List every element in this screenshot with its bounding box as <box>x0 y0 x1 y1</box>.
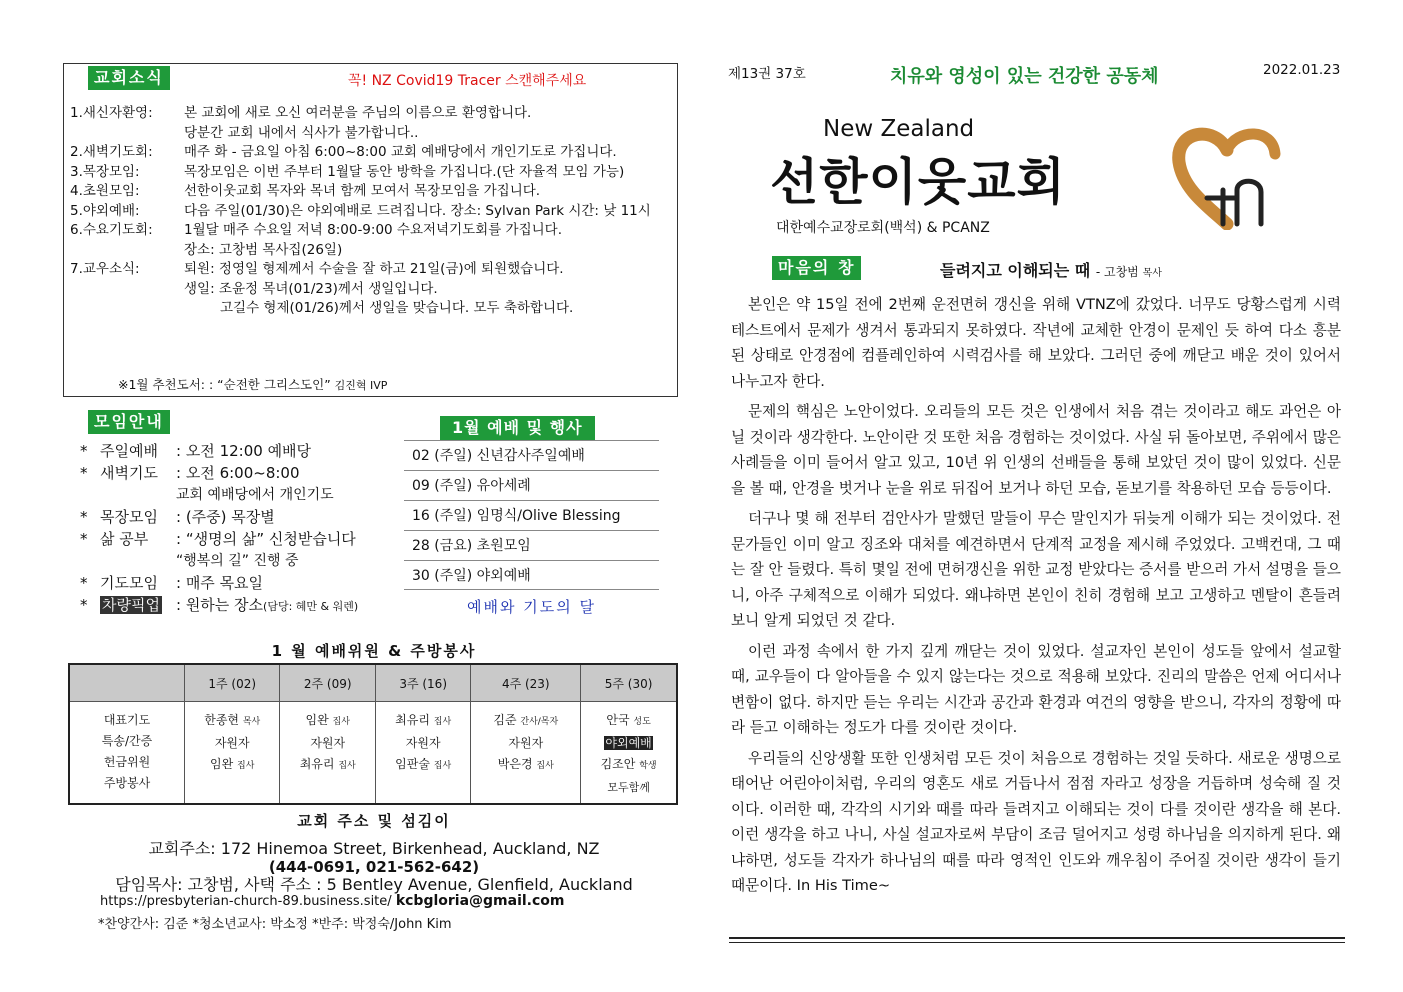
article-paragraph: 우리들의 신앙생활 또한 인생처럼 모든 것이 처음으로 경험하는 것일 듯하다. 새로운 생명으로 태어난 어린아이처럼, 우리의 영혼도 새로 거듭나서 점점 자라고 성장을 거듭하며 성숙해 질 것이다. 이러한 때, 각각의 시기와 때를 따라 들려지고 이해되는 것이 다를 것이란 생각을 해 본다. 이런 생각을 하고 나니, 사실 설교자로써 부담이 조금 덜어지고 성령 하나님을 의지하게 된다. 왜냐하면, 성도들 각자가 하나님의 때를 따라 영적인 인도와 깨우침이 주어질 것이란 생각이 들기 때문이다. In His Time~ <box>731 749 1341 894</box>
staff-line: *찬양간사: 김준 *청소년교사: 박소정 *반주: 박정숙/John Kim <box>98 917 452 932</box>
event-item: 16 (주일) 임명식/Olive Blessing <box>404 500 659 530</box>
meeting-item: * 삶 공부 : “생명의 삶” 신청받습니다 <box>80 530 356 548</box>
meeting-section-label: 모임안내 <box>88 410 170 434</box>
duty-header: 2주 (09) <box>280 664 375 702</box>
meeting-subline: “행복의 길” 진행 중 <box>176 553 299 569</box>
duty-week-3: 최유리 집사 자원자 임판술 집사 <box>375 702 470 805</box>
address-title: 교회 주소 및 섬김이 <box>297 812 451 830</box>
church-logo-icon <box>1165 120 1285 230</box>
duty-table <box>68 663 678 805</box>
duty-header-row <box>69 664 677 702</box>
event-item: 30 (주일) 야외예배 <box>404 560 659 590</box>
recommended-book: ※1월 추천도서: : “순전한 그리스도인” 김진혁 IVP <box>118 377 388 392</box>
footer-rule <box>729 937 1345 939</box>
duty-week-4: 김준 간사/목자 자원자 박은경 집사 <box>471 702 581 805</box>
meeting-item: * 목장모임 : (주중) 목장별 <box>80 508 275 526</box>
month-motto: 예배와 기도의 달 <box>467 598 596 616</box>
meeting-subline: 교회 예배당에서 개인기도 <box>176 487 334 503</box>
meeting-list <box>80 440 410 618</box>
events-section-label: 1월 예배 및 행사 <box>440 416 595 440</box>
news-item: 6.수요기도회: 1월달 매주 수요일 저녁 8:00-9:00 수요저녁기도회를 가집니다. <box>70 222 562 238</box>
duty-header: 1주 (02) <box>185 664 280 702</box>
website-line <box>100 893 565 909</box>
duty-header: 4주 (23) <box>471 664 581 702</box>
news-item: 장소: 고창범 목사집(26일) <box>184 241 343 258</box>
meeting-item: * 새벽기도 : 오전 6:00~8:00 <box>80 464 300 482</box>
address-block: 교회주소: 172 Hinemoa Street, Birkenhead, Auckland, NZ (444-0691, 021-562-642) 담임목사: 고창범, 사택 주소 : 5 Bentley Avenue, Glenfield, Auckland <box>115 839 633 894</box>
meeting-item: * 기도모임 : 매주 목요일 <box>80 574 264 592</box>
duty-header: 3주 (16) <box>375 664 470 702</box>
duty-week-2: 임완 집사 자원자 최유리 집사 <box>280 702 375 805</box>
covid-notice: 꼭! NZ Covid19 Tracer 스캔해주세요 <box>348 73 587 89</box>
news-item: 7.교우소식: 퇴원: 정영일 형제께서 수술을 잘 하고 21일(금)에 퇴원했습니다. <box>70 261 564 277</box>
news-item: 당분간 교회 내에서 식사가 불가합니다.. <box>184 124 419 141</box>
event-item: 02 (주일) 신년감사주일예배 <box>404 440 659 470</box>
duty-header: 5주 (30) <box>581 664 677 702</box>
article-section-label: 마음의 창 <box>772 256 861 280</box>
news-item: 5.야외예배: 다음 주일(01/30)은 야외예배로 드려집니다. 장소: Sylvan Park 시간: 낮 11시 <box>70 202 651 219</box>
news-section-label: 교회소식 <box>88 66 170 90</box>
country-subtitle: New Zealand <box>823 116 975 142</box>
events-list <box>404 440 659 590</box>
duty-roles: 대표기도 특송/간증 헌금위원 주방봉사 <box>101 713 153 790</box>
article-paragraph: 문제의 핵심은 노안이었다. 오리들의 모든 것은 인생에서 처음 겪는 것이라고 해도 과언은 아닐 것이라 생각한다. 노안이란 것 또한 처음 경험하는 것이었다. 사실 뒤 돌아보면, 주위에서 많은 사례들을 이미 들어서 알고 있고, 10년 위 인생의 선배들을 통해 보았던 것이 많이 있었다. 신문을 볼 때, 안경을 벗거나 눈을 위로 뒤집어 보거나 하던 모습, 돋보기를 착용하던 모습 등등이다. <box>731 403 1341 497</box>
news-list <box>70 104 670 319</box>
news-item: 4.초원모임: 선한이웃교회 목자와 목녀 함께 모여서 목장모임을 가집니다. <box>70 183 541 199</box>
slogan: 치유와 영성이 있는 건강한 공동체 <box>890 66 1159 87</box>
meeting-item: * 주일예배 : 오전 12:00 예배당 <box>80 442 312 460</box>
website-link[interactable]: https://presbyterian-church-89.business.site/ <box>100 894 392 909</box>
duty-title: 1 월 예배위원 & 주방봉사 <box>271 642 477 660</box>
duty-body-row <box>69 702 677 805</box>
email-link[interactable]: kcbgloria@gmail.com <box>395 893 565 909</box>
duty-week-1: 한종현 목사 자원자 임완 집사 <box>185 702 280 805</box>
event-item: 09 (주일) 유아세례 <box>404 470 659 500</box>
news-item: 1.새신자환영: 본 교회에 새로 오신 여러분을 주님의 이름으로 환영합니다. <box>70 105 532 121</box>
meeting-item: * 차량픽업 : 원하는 장소(담당: 혜만 & 워렌) <box>80 596 359 614</box>
news-item: 생일: 조윤정 목녀(01/23)께서 생일입니다. <box>184 280 438 297</box>
issue-date: 2022.01.23 <box>1263 62 1341 78</box>
article-paragraph: 본인은 약 15일 전에 2번째 운전면허 갱신을 위해 VTNZ에 갔었다. 너무도 당황스럽게 시력테스트에서 문제가 생겨서 통과되지 못하였다. 작년에 교체한 안경이 문제인 듯 하여 다소 흥분된 상태로 안경점에 컴플레인하여 시력검사를 해 보았다. 그러던 중에 깨닫고 배운 것이 있어서 나누고자 한다. <box>731 296 1341 390</box>
volume-number: 제13권 37호 <box>728 66 806 82</box>
news-item-extra: 고길수 형제(01/26)께서 생일을 맞습니다. 모두 축하합니다. <box>220 300 574 316</box>
church-name: 선한이웃교회 <box>770 153 1066 211</box>
article-body <box>731 292 1341 904</box>
denomination: 대한예수교장로회(백석) & PCANZ <box>776 220 990 236</box>
article-paragraph: 이런 과정 속에서 한 가지 깊게 깨닫는 것이 있었다. 설교자인 본인이 성도들 앞에서 설교할 때, 교우들이 다 알아들을 수 있지 않는다는 것으로 적용해 보았다. 진리의 말씀은 언제 어디서나 변함이 없다. 하지만 듣는 우리는 시간과 공간과 환경과 여건의 영향을 받으니, 각자의 정황에 따라 듣고 이해하는 정도가 다를 것이란 것이다. <box>731 642 1341 736</box>
news-item: 2.새벽기도회: 매주 화 - 금요일 아침 6:00~8:00 교회 예배당에서 개인기도로 가집니다. <box>70 144 617 160</box>
news-item: 3.목장모임: 목장모임은 이번 주부터 1월달 동안 방학을 가집니다.(단 자율적 모임 가능) <box>70 163 625 180</box>
article-paragraph: 더구나 몇 해 전부터 검안사가 말했던 말들이 무슨 말인지가 뒤늦게 이해가 되는 것이었다. 전문가들인 이미 알고 징조와 대처를 예견하면서 단계적 교정을 제시해 주었었다. 고백컨대, 그 때는 잘 안 들렸다. 특히 몇일 전에 면허갱신을 위한 교정 받았다는 증서를 받으러 가서 설명을 들으니, 아주 구체적으로 이해가 되었다. 왜냐하면 본인이 친히 경험해 보고 고생하고 멘탈이 흔들려 보니 알게 되었던 것 같다. <box>731 510 1341 629</box>
article-title: 들려지고 이해되는 때 - 고창범 목사 <box>940 261 1162 280</box>
event-item: 28 (금요) 초원모임 <box>404 530 659 560</box>
footer-rule <box>729 942 1345 943</box>
duty-week-5: 안국 성도 야외예배 김조안 학생 모두함께 <box>581 702 677 805</box>
